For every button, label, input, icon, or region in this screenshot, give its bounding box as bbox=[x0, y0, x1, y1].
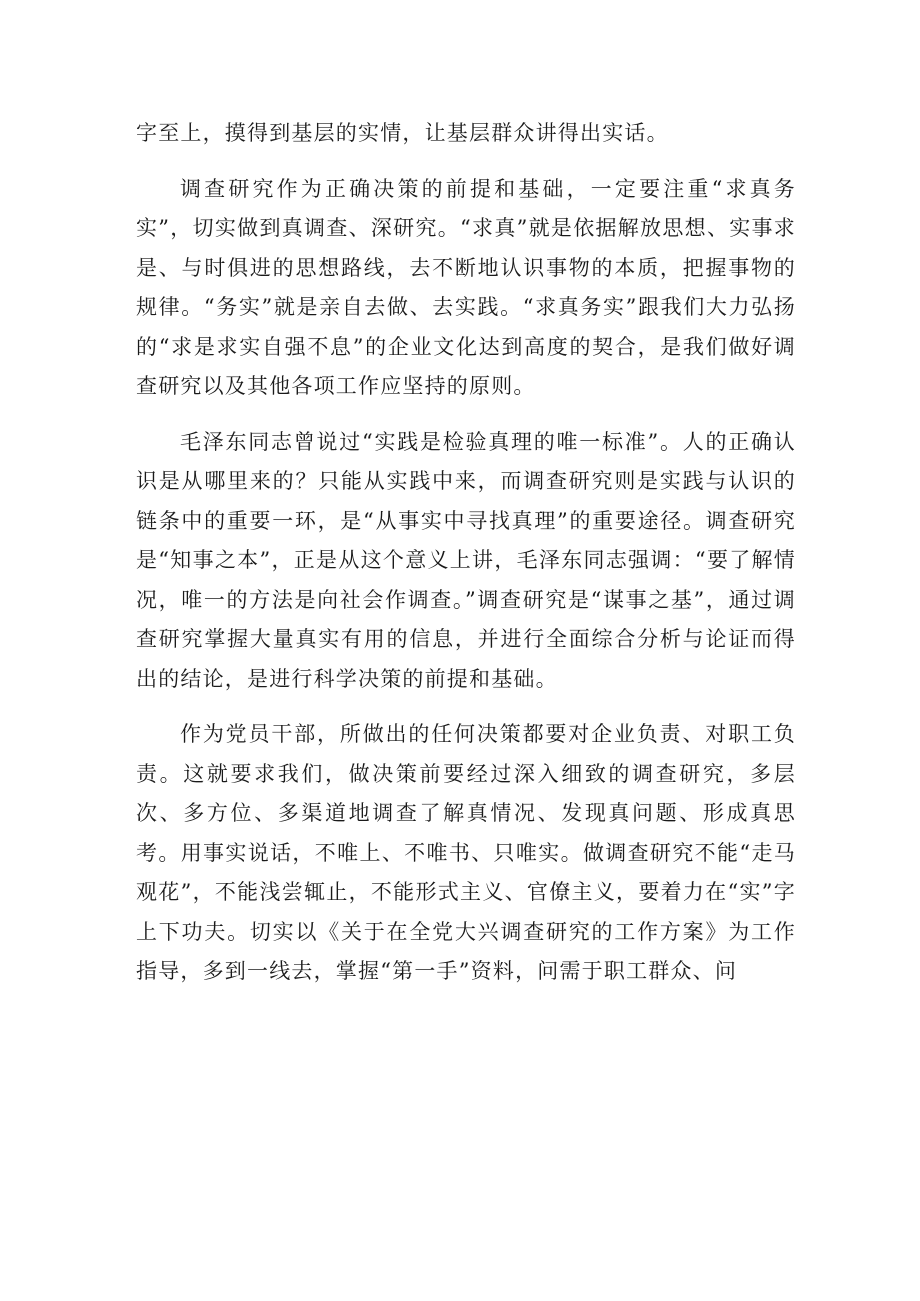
paragraph-practice-truth: 毛泽东同志曾说过“实践是检验真理的唯一标准”。人的正确认识是从哪里来的？只能从实践中来，而调查研究则是实践与认识的链条中的重要一环，是“从事实中寻找真理”的重要途径。调查研究是“知事之本”，正是从这个意义上讲，毛泽东同志强调：“要了解情况，唯一的方法是向社会作调查。”调查研究是“谋事之基”，通过调查研究掌握大量真实有用的信息，并进行全面综合分析与论证而得出的结论，是进行科学决策的前提和基础。 bbox=[136, 429, 796, 691]
paragraph-seek-truth: 调查研究作为正确决策的前提和基础，一定要注重“求真务实”，切实做到真调查、深研究。“求真”就是依据解放思想、实事求是、与时俱进的思想路线，去不断地认识事物的本质，把握事物的规律。“务实”就是亲自去做、去实践。“求真务实”跟我们大力弘扬的“求是求实自强不息”的企业文化达到高度的契合，是我们做好调查研究以及其他各项工作应坚持的原则。 bbox=[136, 176, 796, 398]
paragraph-continuation: 字至上，摸得到基层的实情，让基层群众讲得出实话。 bbox=[136, 121, 669, 145]
document-body bbox=[136, 114, 796, 1008]
paragraph-party-cadre: 作为党员干部，所做出的任何决策都要对企业负责、对职工负责。这就要求我们，做决策前要经过深入细致的调查研究，多层次、多方位、多渠道地调查了解真情况、发现真问题、形成真思考。用事实说话，不唯上、不唯书、只唯实。做调查研究不能“走马观花”，不能浅尝辄止，不能形式主义、官僚主义，要着力在“实”字上下功夫。切实以《关于在全党大兴调查研究的工作方案》为工作指导，多到一线去，掌握“第一手”资料，问需于职工群众、问 bbox=[136, 722, 796, 983]
